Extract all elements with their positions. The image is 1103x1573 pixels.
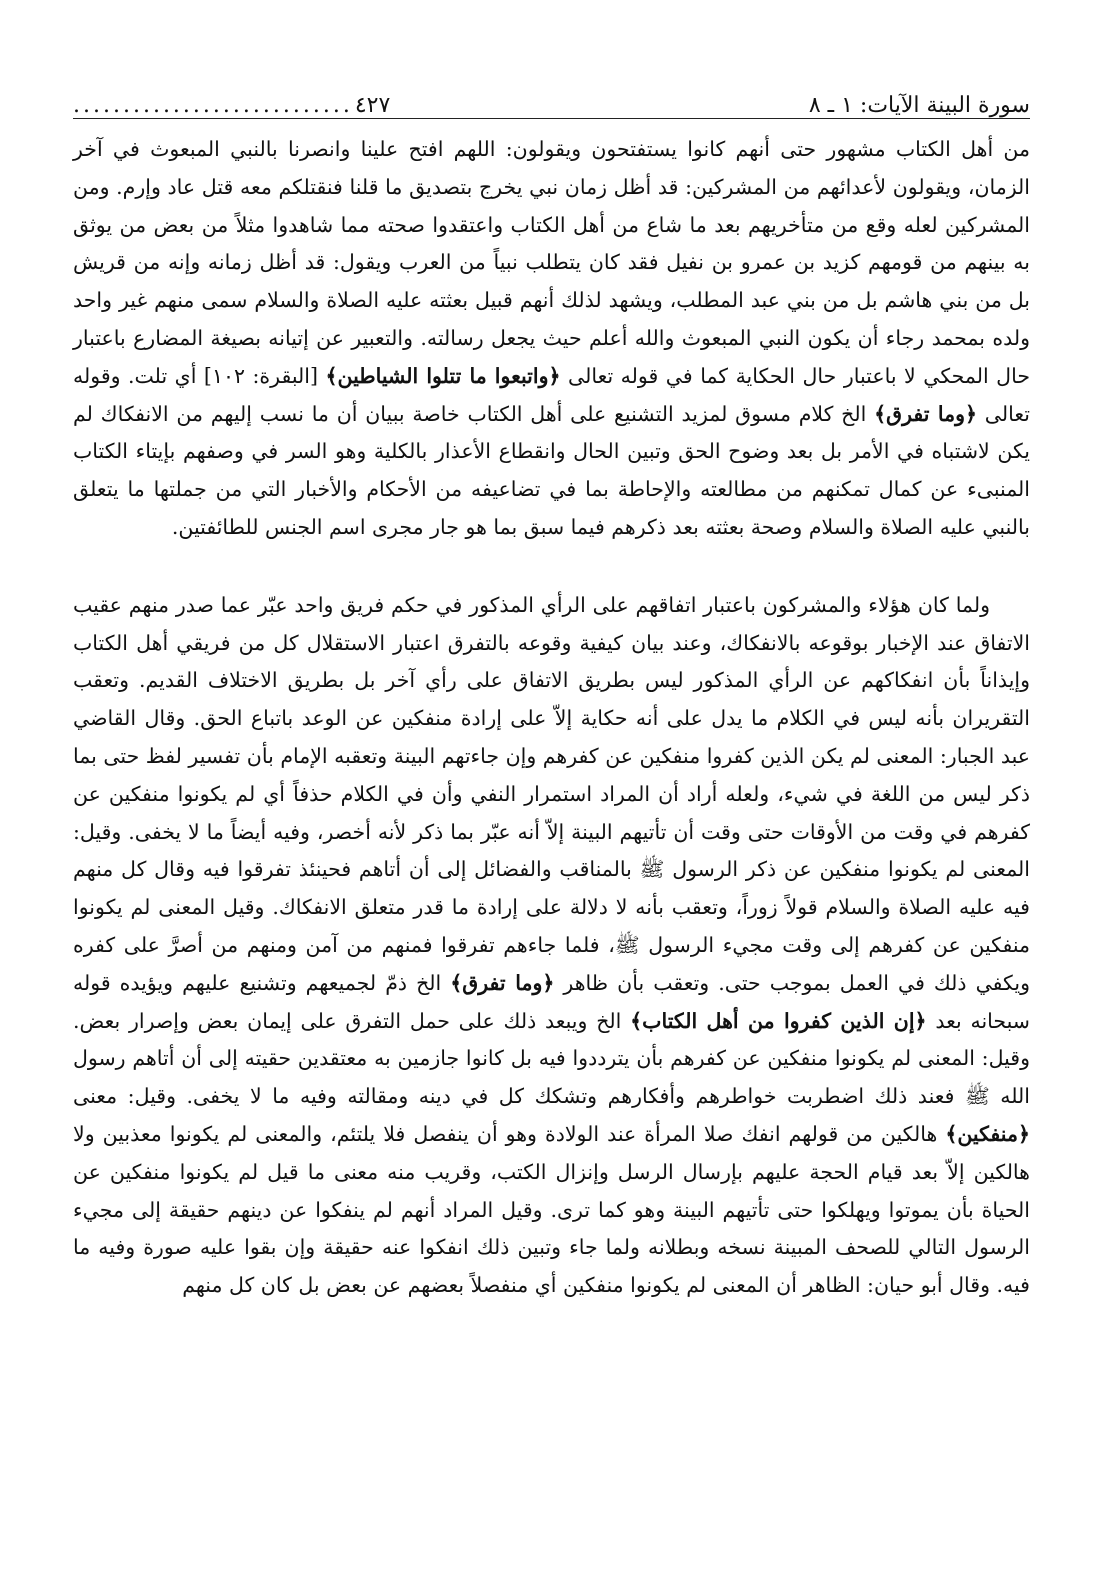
paragraph-spacer	[73, 547, 1030, 587]
quran-quote: ﴿إن الذين كفروا من أهل الكتاب﴾	[630, 1008, 927, 1033]
page-number-group	[73, 93, 390, 118]
leader-dots: ............................	[73, 93, 353, 118]
paragraph-2-text-4: هالكين من قولهم انفك صلا المرأة عند الولادة وهو أن ينفصل فلا يلتئم، والمعنى لم يكونوا معذبين ولا هالكين إلاّ بعد قيام الحجة عليهم بإرسال الرسل وإنزال الكتب، وقريب منه معنى ما قيل لم يكونوا منفكين عن الحياة بأن يموتوا ويهلكوا حتى تأتيهم البينة وهو كما ترى. وقيل المراد أنهم لم ينفكوا عن دينهم حقيقة إلى مجيء الرسول التالي للصحف المبينة نسخه وبطلانه ولما جاء وتبين ذلك انفكوا عنه حقيقة وإن بقوا عليه صورة وفيه ما فيه. وقال أبو حيان: الظاهر أن المعنى لم يكونوا منفكين أي منفصلاً بعضهم عن بعض بل كان كل منهم	[73, 1121, 1030, 1298]
quran-quote: ﴿وما تفرق﴾	[874, 401, 978, 426]
paragraph-1-text-1: من أهل الكتاب مشهور حتى أنهم كانوا يستفتحون ويقولون: اللهم افتح علينا وانصرنا بالنبي المبعوث في آخر الزمان، ويقولون لأعدائهم من المشركين: قد أظل زمان نبي يخرج بتصديق ما قلنا فنقتلكم معه قتل عاد وإرم. ومن المشركين لعله وقع من متأخريهم بعد ما شاع من أهل الكتاب واعتقدوا صحته مما شاهدوا مثلاً من بعض من يوثق به بينهم من قومهم كزيد بن عمرو بن نفيل فقد كان يتطلب نبياً من العرب ويقول: قد أظل زمانه وإنه من قريش بل من بني هاشم بل من بني عبد المطلب، ويشهد لذلك أنهم قبيل بعثته عليه الصلاة والسلام سمى منهم غير واحد ولده بمحمد رجاء أن يكون النبي المبعوث والله أعلم حيث يجعل رسالته. والتعبير عن إتيانه بصيغة المضارع باعتبار حال المحكي لا باعتبار حال الحكاية كما في قوله تعالى	[73, 137, 1030, 388]
paragraph-1-text-3: الخ كلام مسوق لمزيد التشنيع على أهل الكتاب خاصة ببيان أن ما نسب إليهم من الانفكاك لم يكن لاشتباه في الأمر بل بعد وضوح الحق وتبين الحال وانقطاع الأعذار بالكلية وهو السر في وصفهم بإيتاء الكتاب المنبىء عن كمال تمكنهم من مطالعته والإحاطة بما في تضاعيفه من الأحكام والأخبار التي من جملتها ما يتعلق بالنبي عليه الصلاة والسلام وصحة بعثته بعد ذكرهم فيما سبق بما هو جار مجرى اسم الجنس للطائفتين.	[73, 401, 1030, 539]
quran-quote: ﴿وما تفرق﴾	[450, 970, 555, 995]
quran-quote: ﴿منفكين﴾	[945, 1121, 1030, 1146]
paragraph-1	[73, 131, 1030, 547]
quran-quote: ﴿واتبعوا ما تتلوا الشياطين﴾	[325, 363, 561, 388]
header-title: سورة البينة الآيات: ١ ـ ٨	[808, 93, 1030, 118]
paragraph-2-text-2: الخ ذمّ لجميعهم وتشنيع عليهم ويؤيده قوله سبحانه بعد	[73, 970, 1030, 1033]
running-header	[73, 88, 1030, 119]
page-number: ٤٢٧	[354, 93, 391, 118]
paragraph-2-text-3: الخ ويبعد ذلك على حمل التفرق على إيمان بعض وإصرار بعض. وقيل: المعنى لم يكونوا منفكين عن كفرهم بأن يترددوا فيه بل كانوا جازمين به معتقدين حقيته إلى أن أتاهم رسول الله ﷺ فعند ذلك اضطربت خواطرهم وأفكارهم وتشكك كل في دينه ومقالته وفيه ما لا يخفى. وقيل: معنى	[73, 1008, 1030, 1109]
paragraph-1-text-2: [البقرة: ١٠٢] أي تلت. وقوله تعالى	[73, 363, 1030, 426]
paragraph-2	[73, 587, 1030, 1305]
paragraph-2-text-1: ولما كان هؤلاء والمشركون باعتبار اتفاقهم على الرأي المذكور في حكم فريق واحد عبّر عما صدر منهم عقيب الاتفاق عند الإخبار بوقوعه بالانفكاك، وعند بيان كيفية وقوعه بالتفرق اعتبار الاستقلال كل من فريقي أهل الكتاب وإيذاناً بأن انفكاكهم عن الرأي المذكور ليس بطريق الاتفاق على رأي آخر بل بطريق الاختلاف القديم. وتعقب التقريران بأنه ليس في الكلام ما يدل على أنه حكاية إلاّ على إرادة منفكين عن الوعد باتباع الحق. وقال القاضي عبد الجبار: المعنى لم يكن الذين كفروا منفكين عن كفرهم وإن جاءتهم البينة وتعقبه الإمام بأن تفسير لفظ حتى بما ذكر ليس من اللغة في شيء، ولعله أراد أن المراد استمرار النفي وأن في الكلام حذفاً أي لم يكونوا منفكين عن كفرهم في وقت من الأوقات حتى وقت أن تأتيهم البينة إلاّ أنه عبّر بما ذكر لأنه أخصر، وفيه أيضاً ما لا يخفى. وقيل: المعنى لم يكونوا منفكين عن ذكر الرسول ﷺ بالمناقب والفضائل إلى أن أتاهم فحينئذ تفرقوا فيه وقال كل منهم فيه عليه الصلاة والسلام قولاً زوراً، وتعقب بأنه لا دلالة على إرادة ما قدر متعلق الانفكاك. وقيل المعنى لم يكونوا منفكين عن كفرهم إلى وقت مجيء الرسول ﷺ، فلما جاءهم تفرقوا فمنهم من آمن ومنهم من أصرَّ على كفره ويكفي ذلك في العمل بموجب حتى. وتعقب بأن ظاهر	[73, 592, 1030, 995]
